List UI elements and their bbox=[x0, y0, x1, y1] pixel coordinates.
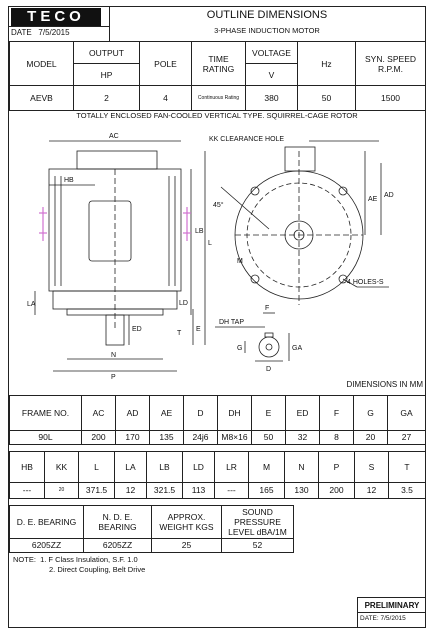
t2-value-kk: 20 bbox=[45, 482, 79, 498]
label-dh-tap: DH TAP bbox=[219, 319, 245, 326]
spec-header-output: OUTPUT bbox=[74, 42, 140, 64]
t2-header-kk: KK bbox=[45, 452, 79, 483]
label-lb: LB bbox=[195, 228, 204, 235]
label-m: M bbox=[237, 258, 243, 265]
t2-header-la: LA bbox=[115, 452, 147, 483]
t1-value-d: 24j6 bbox=[184, 430, 218, 444]
t3-value-weight: 25 bbox=[152, 538, 222, 552]
preliminary-stamp: PRELIMINARY DATE: 7/5/2015 bbox=[357, 597, 426, 628]
spec-table bbox=[9, 41, 426, 111]
t1-header-dh: DH bbox=[218, 396, 252, 431]
label-ld: LD bbox=[179, 300, 188, 307]
t1-header-g: G bbox=[354, 396, 388, 431]
label-ad: AD bbox=[384, 192, 394, 199]
spec-value-time-rating: Continuous Rating bbox=[192, 86, 246, 111]
label-la: LA bbox=[27, 301, 36, 308]
bearing-table bbox=[9, 505, 294, 553]
label-angle: 45° bbox=[213, 202, 224, 209]
terminal-box bbox=[77, 151, 157, 169]
t1-value-dh: M8×16 bbox=[218, 430, 252, 444]
t1-header-d: D bbox=[184, 396, 218, 431]
label-kk: KK CLEARANCE HOLE bbox=[209, 136, 285, 143]
t2-header-hb: HB bbox=[10, 452, 45, 483]
label-f: F bbox=[265, 305, 270, 312]
t2-header-l: L bbox=[79, 452, 115, 483]
t2-value-la: 12 bbox=[115, 482, 147, 498]
label-t: T bbox=[177, 330, 182, 337]
t2-value-t: 3.5 bbox=[389, 482, 426, 498]
label-e: E bbox=[196, 326, 201, 333]
outline-sheet bbox=[8, 6, 426, 628]
spec-value-voltage: 380 bbox=[246, 86, 298, 111]
label-holes: 4 HOLES-S bbox=[347, 279, 384, 286]
t3-header-nde-bearing: N. D. E. BEARING bbox=[84, 506, 152, 539]
label-ga: GA bbox=[292, 345, 303, 352]
t2-value-ld: 113 bbox=[183, 482, 215, 498]
conduit-box bbox=[89, 201, 131, 261]
t2-value-lb: 321.5 bbox=[147, 482, 183, 498]
t2-value-p: 200 bbox=[319, 482, 355, 498]
spec-value-hz: 50 bbox=[298, 86, 356, 111]
header-date: DATE 7/5/2015 bbox=[11, 28, 70, 37]
label-p: P bbox=[111, 374, 116, 381]
shaft-end bbox=[259, 337, 279, 357]
spec-value-model: AEVB bbox=[10, 86, 74, 111]
t1-value-frame: 90L bbox=[10, 430, 82, 444]
t2-header-n: N bbox=[285, 452, 319, 483]
drawing-caption: TOTALLY ENCLOSED FAN-COOLED VERTICAL TYPE. SQUIRREL-CAGE ROTOR bbox=[76, 111, 358, 120]
t3-value-sound: 52 bbox=[222, 538, 294, 552]
t1-value-ac: 200 bbox=[82, 430, 116, 444]
t2-value-m: 165 bbox=[249, 482, 285, 498]
shaft bbox=[106, 315, 124, 345]
t1-header-ac: AC bbox=[82, 396, 116, 431]
t3-value-de-bearing: 6205ZZ bbox=[10, 538, 84, 552]
t1-header-ga: GA bbox=[388, 396, 426, 431]
t3-header-weight: APPROX. WEIGHT KGS bbox=[152, 506, 222, 539]
label-l: L bbox=[208, 240, 212, 247]
spec-header-voltage: VOLTAGE bbox=[246, 42, 298, 64]
t2-value-s: 12 bbox=[355, 482, 389, 498]
stamp-date: 7/5/2015 bbox=[380, 615, 406, 622]
t1-value-ga: 27 bbox=[388, 430, 426, 444]
t1-value-ae: 135 bbox=[150, 430, 184, 444]
note-2: 2. Direct Coupling, Belt Drive bbox=[49, 565, 146, 574]
label-ac: AC bbox=[109, 133, 119, 140]
spec-value-speed: 1500 bbox=[356, 86, 426, 111]
t1-value-e: 50 bbox=[252, 430, 286, 444]
t1-value-f: 8 bbox=[320, 430, 354, 444]
t1-header-ad: AD bbox=[116, 396, 150, 431]
dimension-table-1 bbox=[9, 395, 426, 445]
spec-header-hp: HP bbox=[74, 64, 140, 86]
t2-value-hb: --- bbox=[10, 482, 45, 498]
t1-header-ed: ED bbox=[286, 396, 320, 431]
t1-header-frame: FRAME NO. bbox=[10, 396, 82, 431]
spec-value-pole: 4 bbox=[140, 86, 192, 111]
label-ae: AE bbox=[368, 196, 378, 203]
teco-logo: TECO bbox=[11, 8, 101, 26]
t2-value-lr: --- bbox=[215, 482, 249, 498]
notes-label: NOTE: bbox=[13, 555, 36, 564]
t1-value-ed: 32 bbox=[286, 430, 320, 444]
t1-value-ad: 170 bbox=[116, 430, 150, 444]
spec-header-v: V bbox=[246, 64, 298, 86]
t3-value-nde-bearing: 6205ZZ bbox=[84, 538, 152, 552]
t2-header-lr: LR bbox=[215, 452, 249, 483]
t2-header-m: M bbox=[249, 452, 285, 483]
label-n: N bbox=[111, 352, 117, 359]
t2-header-ld: LD bbox=[183, 452, 215, 483]
spec-header-time-rating: TIME RATING bbox=[192, 42, 246, 86]
spec-value-hp: 2 bbox=[74, 86, 140, 111]
t2-header-lb: LB bbox=[147, 452, 183, 483]
label-hb: HB bbox=[64, 177, 74, 184]
motor-outline-drawing bbox=[9, 121, 425, 383]
stamp-status: PRELIMINARY bbox=[358, 601, 426, 613]
t2-header-p: P bbox=[319, 452, 355, 483]
t1-header-e: E bbox=[252, 396, 286, 431]
t1-header-f: F bbox=[320, 396, 354, 431]
note-1: 1. F Class Insulation, S.F. 1.0 bbox=[40, 555, 138, 564]
dimension-table-2 bbox=[9, 451, 426, 499]
spec-header-hz: Hz bbox=[298, 42, 356, 86]
t1-header-ae: AE bbox=[150, 396, 184, 431]
header bbox=[9, 7, 425, 42]
label-g: G bbox=[237, 345, 243, 352]
t1-value-g: 20 bbox=[354, 430, 388, 444]
spec-header-model: MODEL bbox=[10, 42, 74, 86]
t2-value-l: 371.5 bbox=[79, 482, 115, 498]
label-ed: ED bbox=[132, 326, 142, 333]
page-subtitle: 3-PHASE INDUCTION MOTOR bbox=[214, 26, 320, 35]
notes bbox=[13, 555, 145, 575]
t2-header-t: T bbox=[389, 452, 426, 483]
t3-header-de-bearing: D. E. BEARING bbox=[10, 506, 84, 539]
spec-header-speed: SYN. SPEED R.P.M. bbox=[356, 42, 426, 86]
dimensions-unit-label: DIMENSIONS IN MM bbox=[346, 380, 423, 389]
page-title: OUTLINE DIMENSIONS bbox=[206, 9, 328, 21]
label-d: D bbox=[266, 366, 272, 373]
front-terminal-box bbox=[285, 147, 315, 171]
spec-header-pole: POLE bbox=[140, 42, 192, 86]
t2-value-n: 130 bbox=[285, 482, 319, 498]
t3-header-sound: SOUND PRESSURE LEVEL dBA/1M bbox=[222, 506, 294, 539]
t2-header-s: S bbox=[355, 452, 389, 483]
